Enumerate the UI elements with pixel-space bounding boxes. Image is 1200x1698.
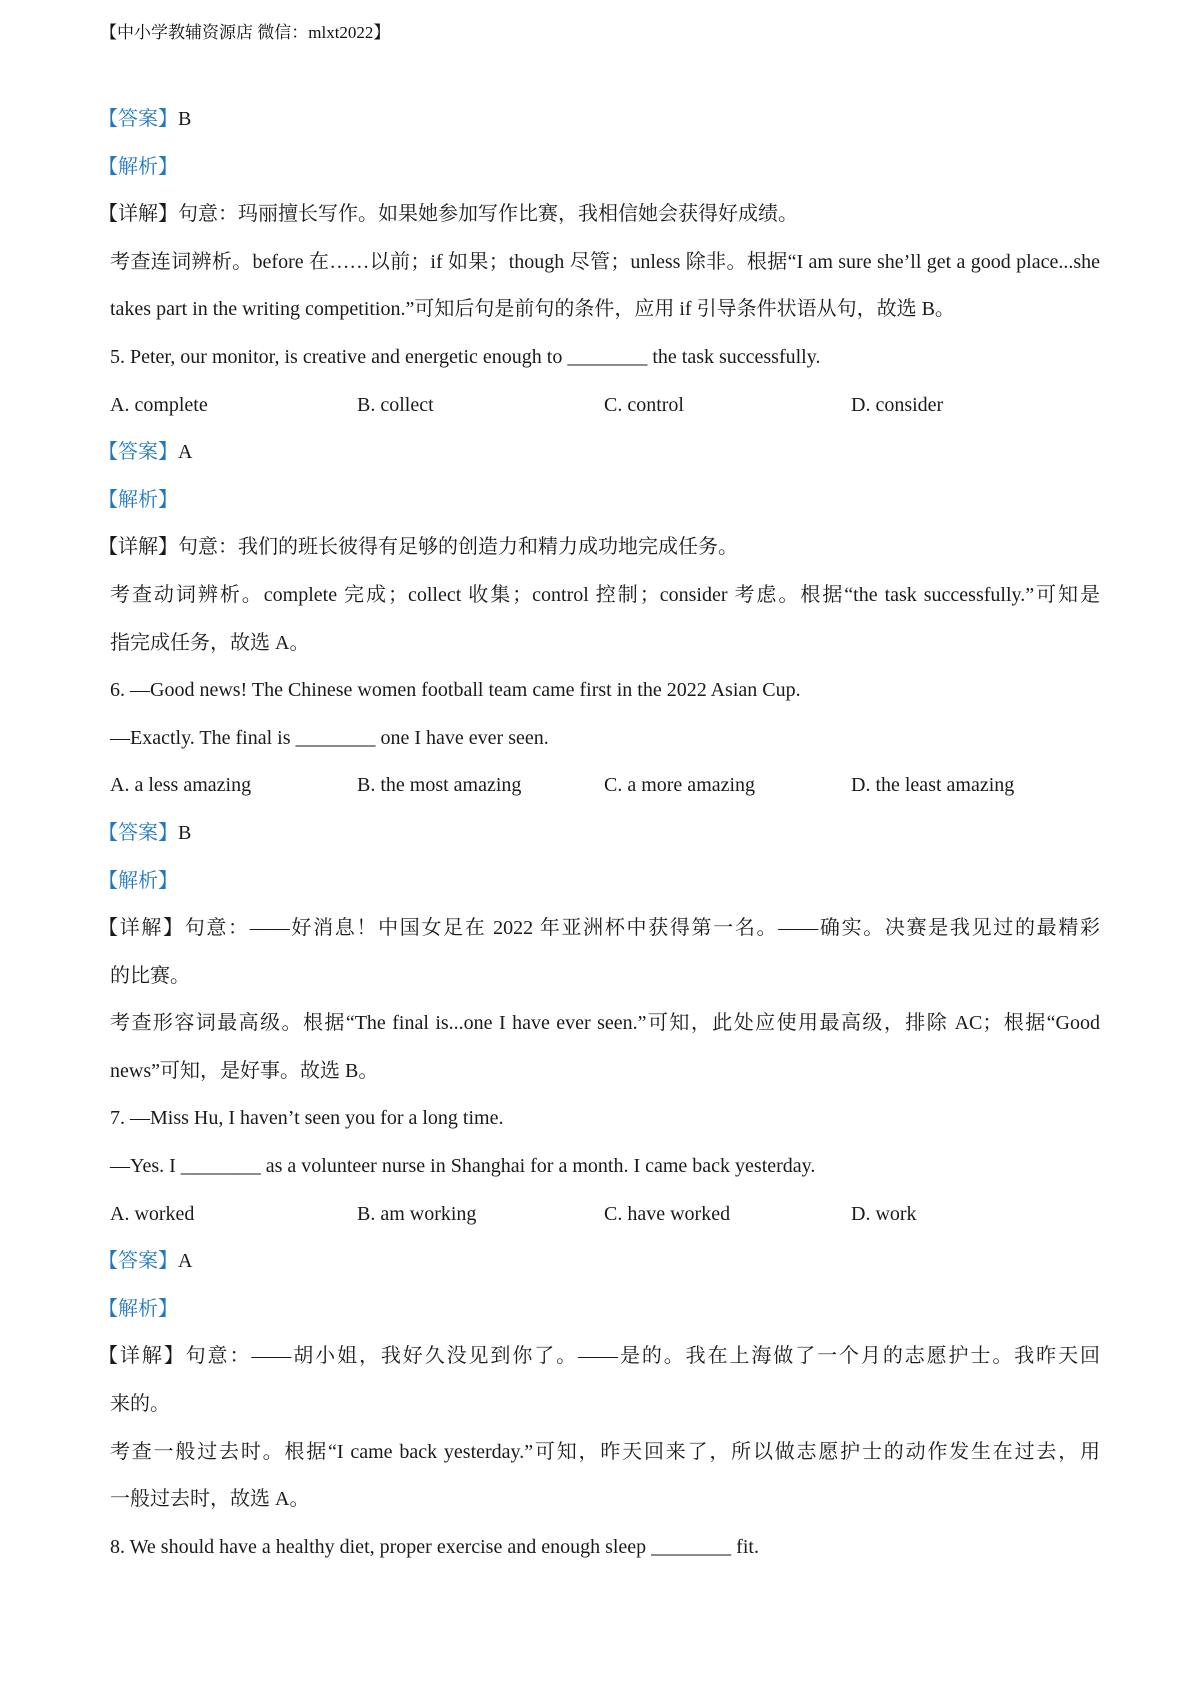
answer-value: A xyxy=(178,1250,193,1273)
detail-line: 【详解】句意：玛丽擅长写作。如果她参加写作比赛，我相信她会获得好成绩。 xyxy=(98,203,798,226)
text-line: 来的。 xyxy=(110,1393,170,1416)
detail-line: 【详解】句意：我们的班长彼得有足够的创造力和精力成功地完成任务。 xyxy=(98,536,738,559)
analysis-label: 【解析】 xyxy=(98,1297,178,1320)
answer-label: 【答案】 xyxy=(98,441,178,464)
text-line: 考查形容词最高级。根据“The final is...one I have ever seen.”可知，此处应使用最高级，排除 AC；根据“Good xyxy=(110,1012,1100,1035)
option-c: C. control xyxy=(604,393,684,416)
answer-value: A xyxy=(178,441,193,464)
option-c: C. have worked xyxy=(604,1202,731,1225)
options-row xyxy=(110,1191,1100,1239)
option-a: A. worked xyxy=(110,1202,195,1225)
answer-line xyxy=(98,96,1100,144)
option-c: C. a more amazing xyxy=(604,774,756,797)
option-b: B. am working xyxy=(357,1202,477,1225)
analysis-label: 【解析】 xyxy=(98,869,178,892)
text-line: 8. We should have a healthy diet, proper exercise and enough sleep ________ fit. xyxy=(110,1535,759,1558)
text-line: takes part in the writing competition.”可知后句是前句的条件，应用 if 引导条件状语从句，故选 B。 xyxy=(110,298,955,321)
option-b: B. the most amazing xyxy=(357,774,522,797)
text-line: 考查一般过去时。根据“I came back yesterday.”可知，昨天回来了，所以做志愿护士的动作发生在过去，用 xyxy=(110,1440,1100,1463)
option-a: A. a less amazing xyxy=(110,774,252,797)
text-line: 指完成任务，故选 A。 xyxy=(110,631,310,654)
analysis-label: 【解析】 xyxy=(98,488,178,511)
options-row xyxy=(110,762,1100,810)
text-line: 一般过去时，故选 A。 xyxy=(110,1488,310,1511)
options-row xyxy=(110,382,1100,430)
option-d: D. the least amazing xyxy=(851,774,1015,797)
option-d: D. consider xyxy=(851,393,944,416)
text-line: —Exactly. The final is ________ one I have ever seen. xyxy=(110,726,549,749)
option-b: B. collect xyxy=(357,393,434,416)
detail-line: 【详解】句意：——好消息！中国女足在 2022 年亚洲杯中获得第一名。——确实。决赛是我见过的最精彩 xyxy=(98,917,1100,940)
detail-line: 【详解】句意：——胡小姐，我好久没见到你了。——是的。我在上海做了一个月的志愿护士。我昨天回 xyxy=(98,1345,1100,1368)
text-line: 考查连词辨析。before 在……以前；if 如果；though 尽管；unless 除非。根据“I am sure she’ll get a good place...she xyxy=(110,250,1100,273)
answer-label: 【答案】 xyxy=(98,1250,178,1273)
answer-line xyxy=(98,1238,1100,1286)
option-d: D. work xyxy=(851,1202,917,1225)
answer-value: B xyxy=(178,108,192,130)
answer-value: B xyxy=(178,821,192,844)
analysis-label: 【解析】 xyxy=(98,155,178,178)
answer-line xyxy=(98,429,1100,477)
text-line: 的比赛。 xyxy=(110,964,190,987)
answer-label: 【答案】 xyxy=(98,108,178,130)
text-line: news”可知，是好事。故选 B。 xyxy=(110,1059,379,1082)
text-line: 7. —Miss Hu, I haven’t seen you for a long time. xyxy=(110,1107,504,1130)
document-body xyxy=(98,96,1100,1571)
header-watermark: 【中小学教辅资源店 微信：mlxt2022】 xyxy=(100,23,391,42)
text-line: 6. —Good news! The Chinese women football team came first in the 2022 Asian Cup. xyxy=(110,679,801,702)
answer-line xyxy=(98,810,1100,858)
text-line: 考查动词辨析。complete 完成；collect 收集；control 控制；consider 考虑。根据“the task successfully.”可知是 xyxy=(110,583,1100,606)
answer-label: 【答案】 xyxy=(98,821,178,844)
text-line: 5. Peter, our monitor, is creative and energetic enough to ________ the task successfully. xyxy=(110,345,821,368)
text-line: —Yes. I ________ as a volunteer nurse in Shanghai for a month. I came back yesterday. xyxy=(110,1155,816,1178)
option-a: A. complete xyxy=(110,393,208,416)
